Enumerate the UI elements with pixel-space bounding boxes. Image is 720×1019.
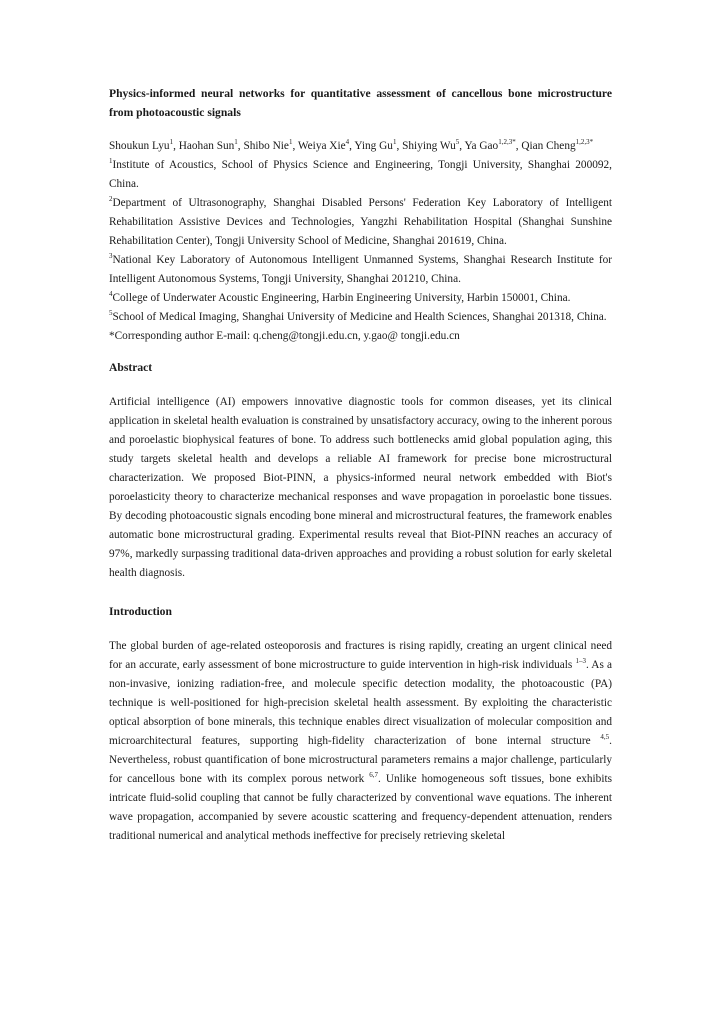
author: Shoukun Lyu$^1$ <box>109 138 174 152</box>
author: Haohan Sun$^1$ <box>178 138 238 152</box>
introduction-text: The global burden of age-related osteoporosis and fractures is rising rapidly, creating an urgent clinical need for an accurate, early assessment of bone microstructure to guide intervention in high-risk individuals $^{1-3}$. As a non-invasive, ionizing radiation-free, and molecule specific detection modality, the photoacoustic (PA) technique is well-positioned for high-precision skeletal health assessment. By exploiting the characteristic optical absorption of bone minerals, this technique enables direct visualization of molecular composition and microarchitectural features, supporting high-fidelity characterization of bone internal structure $^{4,5}$. Nevertheless, robust quantification of bone microstructural parameters remains a major challenge, particularly for cancellous bone with its complex porous network $^{6,7}$. Unlike homogeneous soft tissues, bone exhibits intricate fluid-solid coupling that cannot be fully characterized by conventional wave equations. The inherent wave propagation, accompanied by severe acoustic scattering and frequency-dependent attenuation, renders traditional numerical and analytical methods ineffective for precisely retrieving skeletal <box>109 640 612 842</box>
affiliation: $^2$Department of Ultrasonography, Shanghai Disabled Persons' Federation Key Laboratory of Intelligent Rehabilitation Assistive Devices and Technologies, Yangzhi Rehabilitation Hospital (Shanghai Sunshine Rehabilitation Center), Tongji University School of Medicine, Shanghai 201619, China. <box>109 195 612 247</box>
citation: 6,7 <box>369 771 379 779</box>
citation: 4,5 <box>600 733 610 741</box>
paper-title: Physics-informed neural networks for quantitative assessment of cancellous bone microstructure from photoacoustic signals <box>109 87 612 119</box>
abstract-text: Artificial intelligence (AI) empowers innovative diagnostic tools for common diseases, yet its clinical application in skeletal health evaluation is constrained by unsatisfactory accuracy, owing to the inherent porous and poroelastic biophysical features of bone. To address such bottlenecks amid global population aging, this study targets skeletal health and develops a reliable AI framework for precise bone microstructural characterization. We proposed Biot-PINN, a physics-informed neural network embedded with Biot's poroelasticity theory to characterize mechanical responses and wave propagation in poroelastic bone tissues. By decoding photoacoustic signals encoding bone mineral and microstructural features, the framework enables automatic bone microstructural grading. Experimental results reveal that Biot-PINN reaches an accuracy of 97%, markedly surpassing traditional data-driven approaches and providing a robust solution for early skeletal health diagnosis. <box>109 396 612 579</box>
affiliation: $^3$National Key Laboratory of Autonomous Intelligent Unmanned Systems, Shanghai Research Institute for Intelligent Autonomous Systems, Tongji University, Shanghai 201210, China. <box>109 252 612 285</box>
author-list: Shoukun Lyu$^1$, Haohan Sun$^1$, Shibo Nie$^1$, Weiya Xie$^4$, Ying Gu$^1$, Shiying Wu$^5$, Ya Gao$^{1,2,3*}$, Qian Cheng$^{1,2,3*}$ <box>109 138 594 152</box>
corresponding-author: *Corresponding author E-mail: q.cheng@tongji.edu.cn, y.gao@ tongji.edu.cn <box>109 330 460 342</box>
author: Qian Cheng$^{1,2,3*}$ <box>521 138 594 152</box>
introduction-heading: Introduction <box>109 605 172 618</box>
citation: 1–3 <box>575 657 586 665</box>
author: Shiying Wu$^5$ <box>402 138 460 152</box>
paper-page <box>109 84 612 846</box>
author: Ya Gao$^{1,2,3*}$ <box>464 138 516 152</box>
author: Weiya Xie$^4$ <box>297 138 350 152</box>
abstract-heading: Abstract <box>109 361 153 374</box>
author: Ying Gu$^1$ <box>354 138 397 152</box>
author: Shibo Nie$^1$ <box>243 138 293 152</box>
affiliation: $^5$School of Medical Imaging, Shanghai University of Medicine and Health Sciences, Shanghai 201318, China. <box>109 309 607 323</box>
affiliation: $^1$Institute of Acoustics, School of Physics Science and Engineering, Tongji University, Shanghai 200092, China. <box>109 157 612 190</box>
affiliation: $^4$College of Underwater Acoustic Engineering, Harbin Engineering University, Harbin 150001, China. <box>109 290 571 304</box>
